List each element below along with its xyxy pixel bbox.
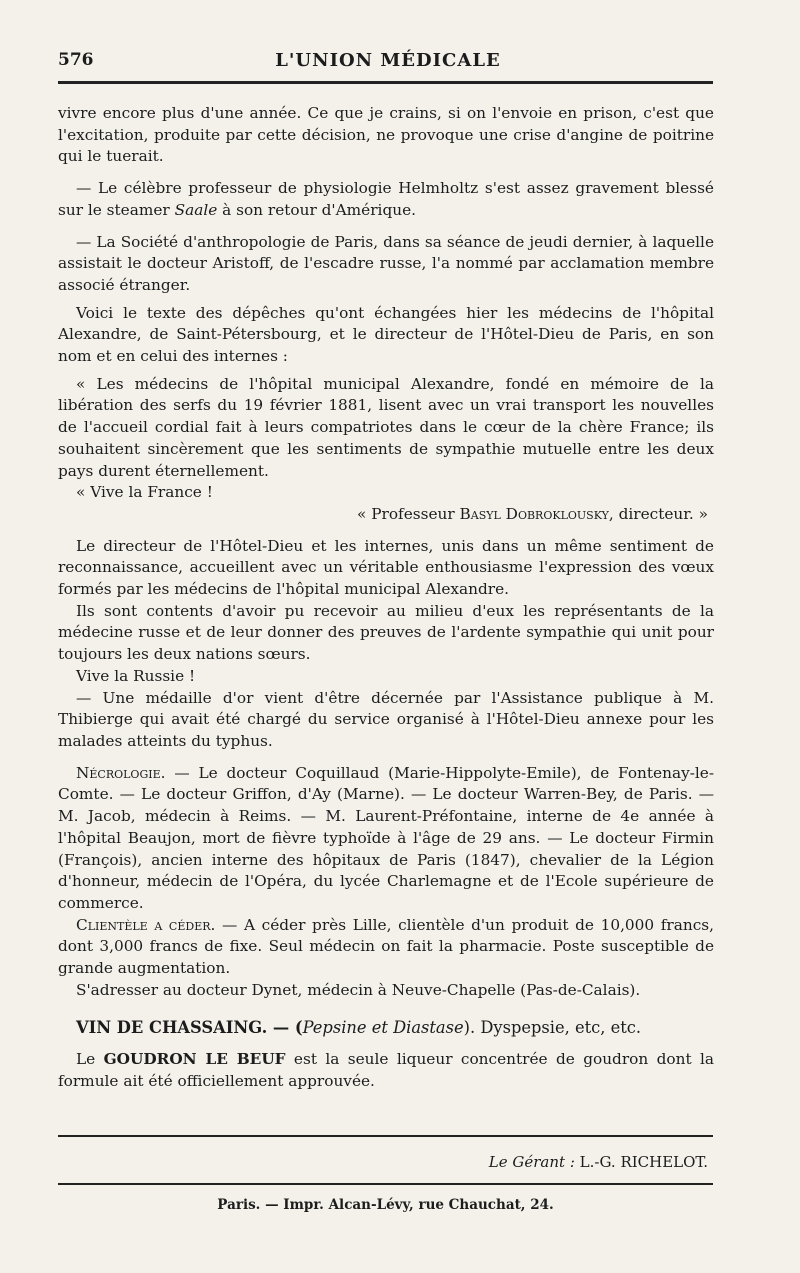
paragraph-clientele: Clientèle a céder. — A céder près Lille, clientèle d'un produit de 10,000 francs, dont 3,000 francs de fixe. Seul médecin on fait la pharmacie. Poste susceptible de grande augmentation. [58,915,714,978]
paragraph-medaille: — Une médaille d'or vient d'être décernée par l'Assistance publique à M. Thibierge qui avait été chargé du service organisé à l'Hôtel-Dieu annexe pour les malades atteints du typhus. [58,688,714,750]
paragraph-vive-la-france: « Vive la France ! [76,483,213,502]
article-body [58,103,714,1093]
journal-title: L'UNION MÉDICALE [275,50,501,71]
paragraph-anthropologie: — La Société d'anthropologie de Paris, dans sa séance de jeudi dernier, à laquelle assistait le docteur Aristoff, de l'escadre russe, l'a nommé par acclamation membre associé étranger. [58,232,714,294]
footer-rule-bottom [58,1183,713,1185]
paragraph-representants: Ils sont contents d'avoir pu recevoir au milieu d'eux les représentants de la médecine russe et de leur donner des preuves de l'ardente sympathie qui unit pour toujours les deux nations sœurs. [58,601,714,664]
signatory-name: Basyl Dobroklousky [459,504,609,523]
paragraph-reponse-hotel-dieu: Le directeur de l'Hôtel-Dieu et les internes, unis dans un même sentiment de reconnaissance, accueillent avec un véritable enthousiasme l'expression des vœux formés par les médecins de l'hôpital municipal Alexandre. [58,536,714,599]
footer-rule-top [58,1135,713,1137]
ship-name: Saale [174,200,218,219]
depeche-signature: « Professeur Basyl Dobroklousky, directeur. » [357,504,708,523]
paragraph-prison: vivre encore plus d'une année. Ce que je crains, si on l'envoie en prison, c'est que l'excitation, produite par cette décision, ne provoque une crise d'angine de poitrine qui le tuerait. [58,104,714,166]
necrologie-label: Nécrologie. [76,763,166,782]
ad-goudron: Le GOUDRON LE BEUF est la seule liqueur concentrée de goudron dont la formule ait été officiellement approuvée. [58,1050,715,1090]
paragraph-contact: S'adresser au docteur Dynet, médecin à Neuve-Chapelle (Pas-de-Calais). [76,980,641,999]
gerant-signature: Le Gérant : L.-G. RICHELOT. [488,1153,708,1171]
paragraph-necrologie: Nécrologie. — Le docteur Coquillaud (Marie-Hippolyte-Emile), de Fontenay-le-Comte. — Le docteur Griffon, d'Ay (Marne). — Le docteur Warren-Bey, de Paris. — M. Jacob, médecin à Reims. — M. Laurent-Préfontaine, interne de 4e année à l'hôpital Beaujon, mort de fièvre typhoïde à l'âge de 29 ans. — Le docteur Firmin (François), ancien interne des hôpitaux de Paris (1847), chevalier de la Légion d'honneur, médecin de l'Opéra, du lycée Charlemagne et de l'Ecole supérieure de commerce. [58,763,714,912]
goudron-brand: GOUDRON LE BEUF [103,1050,286,1069]
paragraph-depeche-russe: « Les médecins de l'hôpital municipal Alexandre, fondé en mémoire de la libération des serfs du 19 février 1881, lisent avec un vrai transport les nouvelles de l'accueil cordial fait à leurs compatriotes dans le cœur de la chère France; ils souhaitent sincèrement que les sentiments de sympathie mutuelle entre les deux pays durent éternellement. [58,374,714,480]
ad-vin-chassaing: VIN DE CHASSAING. — (Pepsine et Diastase). Dyspepsie, etc, etc. [76,1018,642,1038]
paragraph-helmholtz: — Le célèbre professeur de physiologie Helmholtz s'est assez gravement blessé sur le steamer Saale à son retour d'Amérique. [58,179,714,219]
page-number: 576 [58,50,94,70]
printer-imprint: Paris. — Impr. Alcan-Lévy, rue Chauchat, 24. [217,1197,554,1213]
clientele-label: Clientèle a céder. [76,915,216,934]
paragraph-depeches-intro: Voici le texte des dépêches qu'ont échangées hier les médecins de l'hôpital Alexandre, de Saint-Pétersbourg, et le directeur de l'Hôtel-Dieu de Paris, en son nom et en celui des internes : [58,303,714,366]
paragraph-vive-la-russie: Vive la Russie ! [76,666,196,685]
page-header [58,50,718,78]
header-rule [58,81,713,84]
